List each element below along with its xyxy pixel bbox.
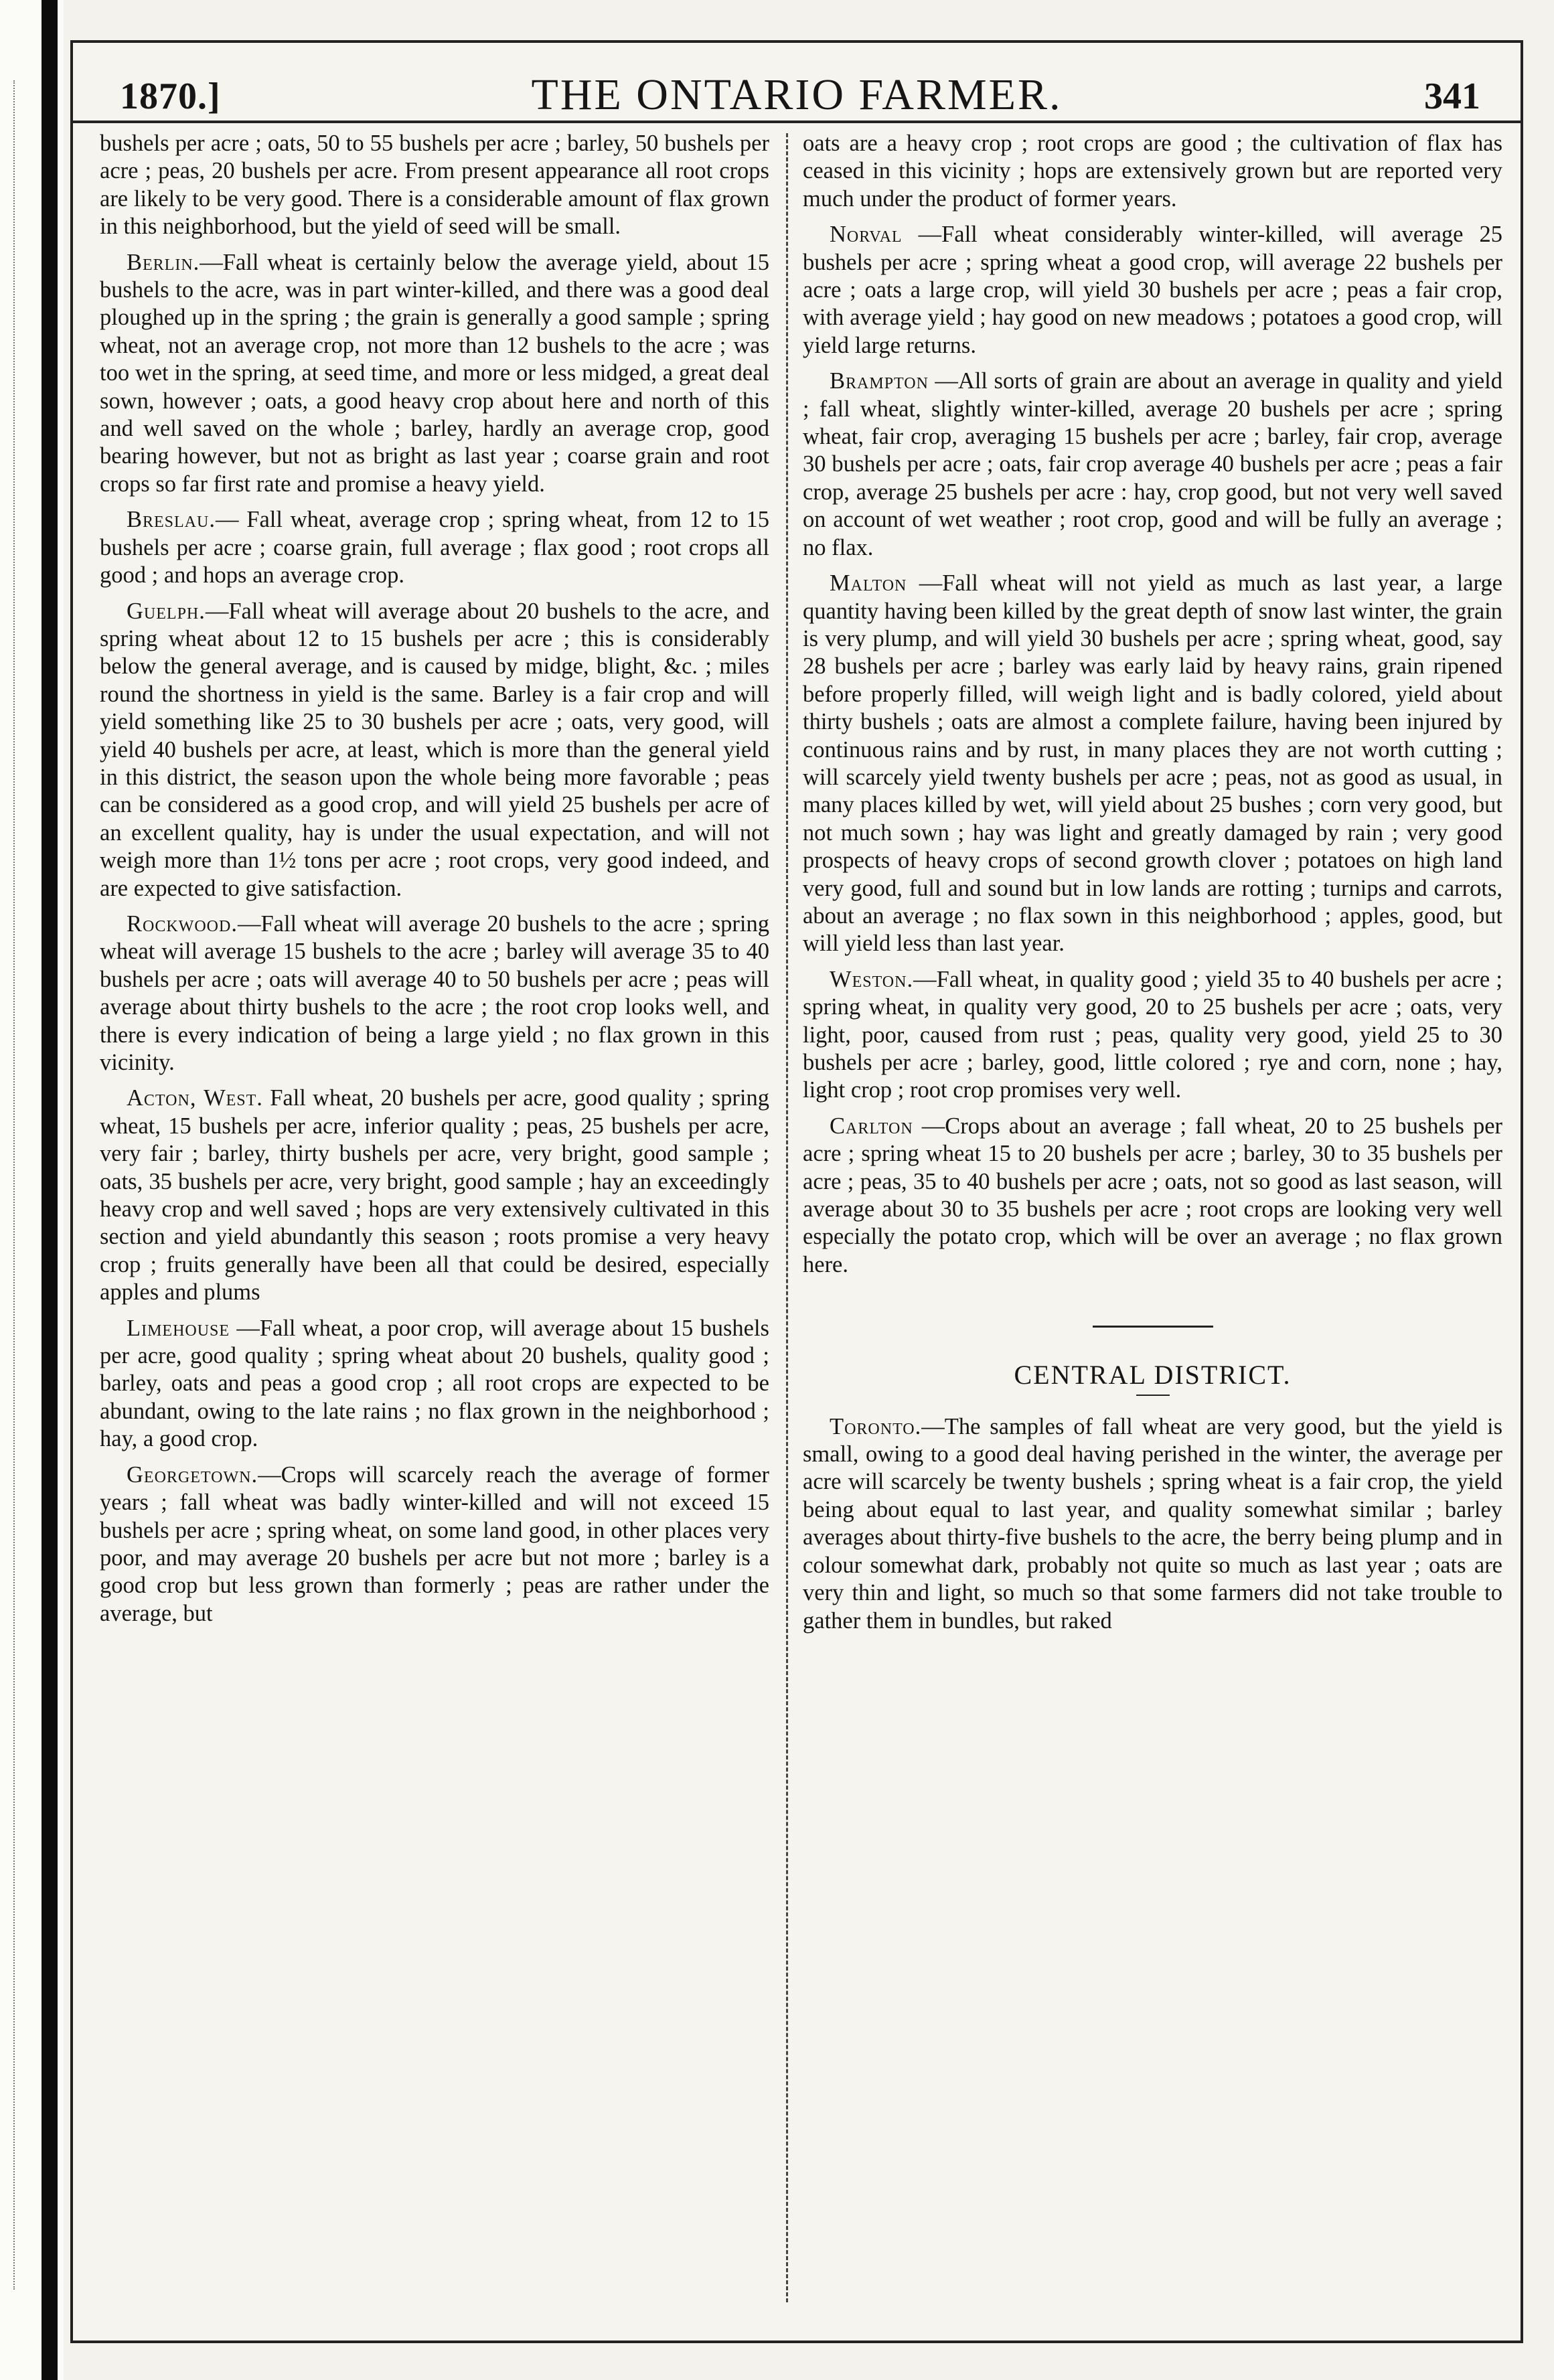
place-name: Acton, West. (127, 1085, 263, 1111)
newspaper-page (70, 40, 1523, 2343)
place-name: Guelph. (127, 598, 206, 624)
binding-dots (13, 80, 21, 2290)
header-page-number: 341 (1424, 76, 1480, 117)
column-divider (786, 133, 788, 2302)
report-text: —The samples of fall wheat are very good, but the yield is small, owing to a good deal having perished in the winter, the average per acre will scarcely be twenty bushels ; spring wheat is a fair crop, the yield being about equal to last year, and quality somewhat similar ; barley averages about thirty-five bushels to the acre, the berry being plump and in colour somewhat dark, probably not quite so much as last year ; oats are very thin and light, so much so that some farmers did not take trouble to gather them in bundles, but raked (803, 1413, 1502, 1634)
report-text: —Fall wheat is certainly below the average yield, about 15 bushels to the acre, was in part winter-killed, and there was a good deal ploughed up in the spring ; the grain is generally a good sample ; spring wheat, not an average crop, not more than 12 bushels to the acre ; was too wet in the spring, at seed time, and more or less midged, a great deal sown, however ; oats, a good heavy crop about here and north of this and well saved on the whole ; barley, hardly an average crop, good bearing however, but not as bright as last year ; coarse grain and root crops so far first rate and promise a heavy yield. (100, 249, 769, 497)
place-name: Limehouse (127, 1315, 230, 1341)
header-title: THE ONTARIO FARMER. (531, 70, 1063, 119)
binding-black-bar (42, 0, 58, 2380)
report-text: —Crops will scarcely reach the average of former years ; fall wheat was badly winter-killed and will not exceed 15 bushels per acre ; spring wheat, on some land good, in other places very poor, and may average 20 bushels per acre but not more ; barley is a good crop but less grown than formerly ; peas are rather under the average, but (100, 1461, 769, 1626)
place-name: Berlin. (127, 249, 200, 275)
place-name: Brampton (830, 368, 929, 394)
place-name: Georgetown. (127, 1461, 258, 1488)
report-text: —Fall wheat, in quality good ; yield 35 to 40 bushels per acre ; spring wheat, in quality very good, 20 to 25 bushels per acre ; oats, very light, poor, caused from rust ; peas, quality very good, yield 25 to 30 bushels per acre ; barley, good, little colored ; rye and corn, none ; hay, light crop ; root crop promises very well. (803, 966, 1502, 1103)
report-paragraph (100, 910, 769, 1077)
report-text: —All sorts of grain are about an average in quality and yield ; fall wheat, slightly winter-killed, average 20 bushels per acre ; spring wheat, fair crop, averaging 15 bushels per acre ; barley, fair crop, average 30 bushels per acre ; oats, fair crop average 40 bushels per acre ; peas a fair crop, average 25 bushels per acre : hay, crop good, but not very well saved on account of wet weather ; root crop, good and will be fully an average ; no flax. (803, 368, 1502, 560)
report-paragraph (803, 1413, 1502, 1635)
report-text: oats are a heavy crop ; root crops are good ; the cultivation of flax has ceased in this vicinity ; hops are extensively grown but are reported very much under the product of former years. (803, 131, 1502, 212)
report-paragraph (803, 1113, 1502, 1279)
section-rule (1093, 1326, 1213, 1328)
place-name: Malton (830, 570, 907, 597)
place-name: Breslau. (127, 507, 216, 533)
report-paragraph (100, 506, 769, 589)
place-name: Norval (830, 222, 903, 248)
report-paragraph (803, 570, 1502, 958)
section-heading-underline (1136, 1395, 1170, 1396)
report-paragraph (803, 130, 1502, 213)
left-column (100, 130, 769, 2306)
header-year: 1870.] (120, 76, 221, 117)
report-paragraph (803, 966, 1502, 1105)
place-name: Weston. (830, 966, 914, 992)
section-heading: CENTRAL DISTRICT. (1014, 1360, 1292, 1391)
report-text: —Fall wheat will not yield as much as last year, a large quantity having been killed by the great depth of snow last winter, the grain is very plump, and will yield 30 bushels per acre ; spring wheat, good, say 28 bushels per acre ; barley was early laid by heavy rains, grain ripened before properly filled, will weigh light and is badly colored, yield about thirty bushels ; oats are almost a complete failure, having been injured by continuous rains and by rust, in many places they are not worth cutting ; will scarcely yield twenty bushels per acre ; peas, not as good as usual, in many places killed by wet, will yield about 25 bushes ; corn very good, but not much sown ; hay was light and greatly damaged by rain ; very good prospects of heavy crops of second growth clover ; potatoes on high land very good, full and sound but in low lands are rotting ; turnips and carrots, about an average ; no flax sown in this neighborhood ; apples, good, but will yield less than last year. (803, 570, 1502, 957)
report-text: —Fall wheat, a poor crop, will average about 15 bushels per acre, good quality ; spring wheat about 20 bushels, quality good ; barley, oats and peas a good crop ; all root crops are expected to be abundant, owing to the late rains ; no flax grown in the neighborhood ; hay, a good crop. (100, 1315, 769, 1452)
report-text: —Fall wheat will average about 20 bushels to the acre, and spring wheat about 12 to 15 bushels per acre ; this is considerably below the general average, and is caused by midge, blight, &c. ; miles round the shortness in yield is the same. Barley is a fair crop and will yield something like 25 to 30 bushels per acre ; oats, very good, will yield 40 bushels per acre, at least, which is more than the general yield in this district, the season upon the whole being more favorable ; peas can be considered as a good crop, and will yield 25 bushels per acre of an excellent quality, hay is under the usual expectation, and will not weigh more than 1½ tons per acre ; root crops, very good indeed, and are expected to give satisfaction. (100, 598, 769, 901)
report-text: bushels per acre ; oats, 50 to 55 bushels per acre ; barley, 50 bushels per acre ; peas, 20 bushels per acre. From present appearance all root crops are likely to be very good. There is a considerable amount of flax grown in this neighborhood, but the yield of seed will be small. (100, 131, 769, 240)
report-paragraph (100, 1315, 769, 1453)
report-paragraph (100, 249, 769, 499)
report-paragraph (100, 1461, 769, 1628)
report-text: —Fall wheat will average 20 bushels to the acre ; spring wheat will average 15 bushels to the acre ; barley will average 35 to 40 bushels per acre ; oats will average 40 to 50 bushels per acre ; peas will average about thirty bushels to the acre ; the root crop looks well, and there is every indication of being a large yield ; no flax grown in this vicinity. (100, 910, 769, 1075)
report-paragraph (803, 368, 1502, 562)
place-name: Carlton (830, 1113, 913, 1139)
report-text: Fall wheat, 20 bushels per acre, good quality ; spring wheat, 15 bushels per acre, inferior quality ; peas, 25 bushels per acre, very fair ; barley, thirty bushels per acre, very bright, good sample ; oats, 35 bushels per acre, very bright, good sample ; hay an exceedingly heavy crop and well saved ; hops are very extensively cultivated in this section and yield abundantly this season ; roots promise a very heavy crop ; fruits generally have been all that could be desired, especially apples and plums (100, 1085, 769, 1305)
page-header (73, 43, 1521, 123)
page-binding-edge (0, 0, 64, 2380)
right-column (803, 130, 1502, 2306)
report-paragraph (100, 130, 769, 241)
report-paragraph (803, 221, 1502, 360)
report-text: — Fall wheat, average crop ; spring wheat, from 12 to 15 bushels per acre ; coarse grain, full average ; flax good ; root crops all good ; and hops an average crop. (100, 507, 769, 588)
report-paragraph (100, 1085, 769, 1306)
report-text: —Fall wheat considerably winter-killed, will average 25 bushels per acre ; spring wheat a good crop, will average 22 bushels per acre ; oats a large crop, will yield 30 bushels per acre ; peas a fair crop, with average yield ; hay good on new meadows ; potatoes a good crop, will yield large returns. (803, 222, 1502, 358)
place-name: Toronto. (830, 1413, 922, 1439)
report-paragraph (100, 598, 769, 902)
place-name: Rockwood. (127, 910, 238, 937)
report-text: —Crops about an average ; fall wheat, 20 to 25 bushels per acre ; spring wheat 15 to 20 bushels per acre ; barley, 30 to 35 bushels per acre ; peas, 35 to 40 bushels per acre ; oats, not so good as last season, will average about 30 to 35 bushels per acre ; root crops are looking very well especially the potato crop, which will be over an average ; no flax grown here. (803, 1113, 1502, 1277)
